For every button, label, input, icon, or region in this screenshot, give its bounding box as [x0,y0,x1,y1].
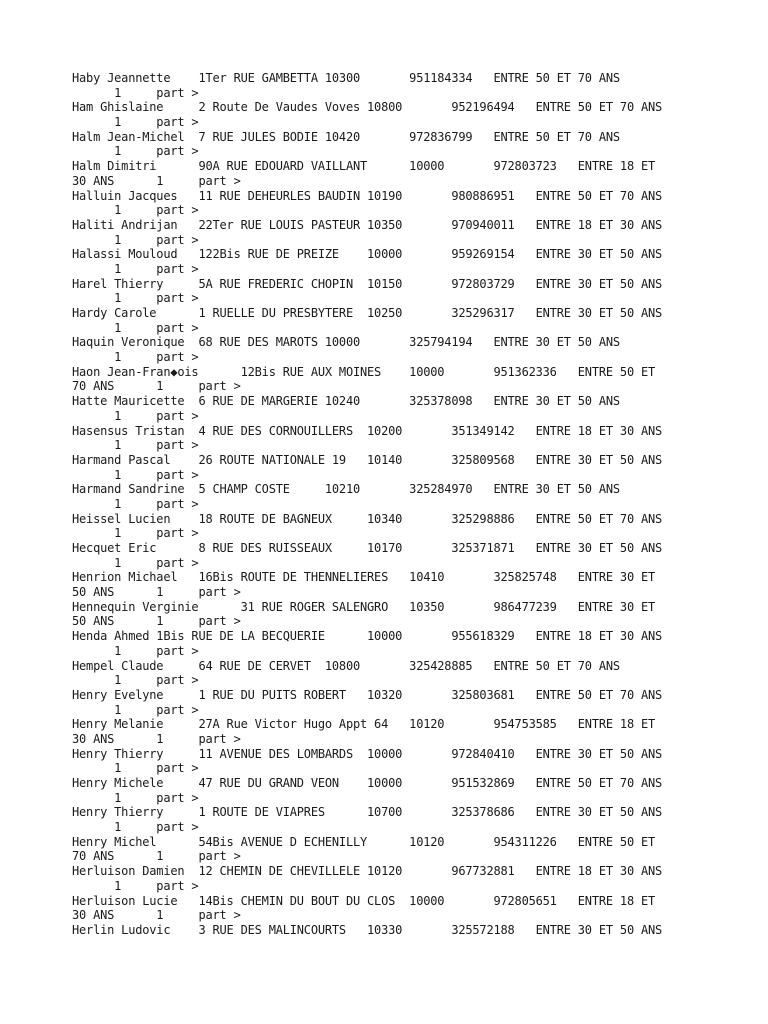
record-line: Henry Michel 54Bis AVENUE D ECHENILLY 10120 954311226 ENTRE 50 ET [72,834,656,849]
record-line: 1 part > [72,438,199,453]
record-line: 1 part > [72,702,199,717]
record-line: 1 part > [72,291,199,306]
record-line: Hasensus Tristan 4 RUE DES CORNOUILLERS 10200 351349142 ENTRE 18 ET 30 ANS [72,423,663,438]
record-line: Hennequin Verginie 31 RUE ROGER SALENGRO 10350 986477239 ENTRE 30 ET [72,599,656,614]
record-line: Hardy Carole 1 RUELLE DU PRESBYTERE 10250 325296317 ENTRE 30 ET 50 ANS [72,306,663,320]
record-line: 1 part > [72,408,199,423]
record-line: Hecquet Eric 8 RUE DES RUISSEAUX 10170 325371871 ENTRE 30 ET 50 ANS [72,541,663,555]
record-line: Hempel Claude 64 RUE DE CERVET 10800 325428885 ENTRE 50 ET 70 ANS [72,658,620,673]
record-line: 1 part > [72,203,199,218]
record-line: 1 part > [72,496,199,511]
record-line: 1 part > [72,673,199,688]
record-line: 1 part > [72,643,199,658]
record-line: 1 part > [72,115,199,130]
record-line: 50 ANS 1 part > [72,614,241,629]
record-line: 1 part > [72,790,199,805]
record-line: Henry Evelyne 1 RUE DU PUITS ROBERT 10320 325803681 ENTRE 50 ET 70 ANS [72,687,663,702]
record-line: 1 part > [72,232,199,247]
record-line: 70 ANS 1 part > [72,849,241,864]
record-line: 30 ANS 1 part > [72,173,241,188]
record-line: 50 ANS 1 part > [72,585,241,600]
record-line: Haquin Veronique 68 RUE DES MAROTS 10000 325794194 ENTRE 30 ET 50 ANS [72,335,620,350]
record-line: Heissel Lucien 18 ROUTE DE BAGNEUX 10340 325298886 ENTRE 50 ET 70 ANS [72,511,663,526]
record-line: 1 part > [72,320,199,335]
record-line: Halassi Mouloud 122Bis RUE DE PREIZE 10000 959269154 ENTRE 30 ET 50 ANS [72,247,663,262]
record-line: 30 ANS 1 part > [72,731,241,746]
record-line: Harel Thierry 5A RUE FREDERIC CHOPIN 10150 972803729 ENTRE 30 ET 50 ANS [72,276,663,291]
record-line: Halm Dimitri 90A RUE EDOUARD VAILLANT 10000 972803723 ENTRE 18 ET [72,159,656,174]
record-line: Herluison Damien 12 CHEMIN DE CHEVILLELE 10120 967732881 ENTRE 18 ET 30 ANS [72,864,663,879]
record-line: 1 part > [72,261,199,276]
record-line: Herlin Ludovic 3 RUE DES MALINCOURTS 10330 325572188 ENTRE 30 ET 50 ANS [72,922,663,937]
record-line: Haon Jean-Fran◆ois 12Bis RUE AUX MOINES 10000 951362336 ENTRE 50 ET [72,364,656,379]
record-line: Henrion Michael 16Bis ROUTE DE THENNELIERES 10410 325825748 ENTRE 30 ET [72,570,656,585]
record-line: Harmand Pascal 26 ROUTE NATIONALE 19 10140 325809568 ENTRE 30 ET 50 ANS [72,452,663,467]
record-line: Henry Thierry 11 AVENUE DES LOMBARDS 10000 972840410 ENTRE 30 ET 50 ANS [72,746,663,761]
record-line: Harmand Sandrine 5 CHAMP COSTE 10210 325284970 ENTRE 30 ET 50 ANS [72,482,620,497]
record-line: Henda Ahmed 1Bis RUE DE LA BECQUERIE 10000 955618329 ENTRE 18 ET 30 ANS [72,629,663,644]
record-line: Henry Michele 47 RUE DU GRAND VEON 10000 951532869 ENTRE 50 ET 70 ANS [72,776,663,790]
record-list [72,71,752,938]
record-line: 1 part > [72,820,199,835]
record-line: 70 ANS 1 part > [72,379,241,394]
record-line: Henry Melanie 27A Rue Victor Hugo Appt 64 10120 954753585 ENTRE 18 ET [72,717,656,732]
record-line: Haliti Andrijan 22Ter RUE LOUIS PASTEUR 10350 970940011 ENTRE 18 ET 30 ANS [72,217,663,232]
record-line: 30 ANS 1 part > [72,908,241,923]
record-line: 1 part > [72,761,199,776]
record-line: Halm Jean-Michel 7 RUE JULES BODIE 10420 972836799 ENTRE 50 ET 70 ANS [72,129,620,144]
record-line: 1 part > [72,526,199,541]
record-line: 1 part > [72,555,199,570]
record-line: 1 part > [72,350,199,365]
record-line: Haby Jeannette 1Ter RUE GAMBETTA 10300 951184334 ENTRE 50 ET 70 ANS [72,71,620,85]
record-line: Henry Thierry 1 ROUTE DE VIAPRES 10700 325378686 ENTRE 30 ET 50 ANS [72,805,663,820]
record-line: Ham Ghislaine 2 Route De Vaudes Voves 10800 952196494 ENTRE 50 ET 70 ANS [72,100,663,115]
record-line: 1 part > [72,878,199,893]
record-line: Halluin Jacques 11 RUE DEHEURLES BAUDIN 10190 980886951 ENTRE 50 ET 70 ANS [72,188,663,203]
record-line: Herluison Lucie 14Bis CHEMIN DU BOUT DU CLOS 10000 972805651 ENTRE 18 ET [72,893,656,908]
record-line: 1 part > [72,144,199,159]
record-line: Hatte Mauricette 6 RUE DE MARGERIE 10240 325378098 ENTRE 30 ET 50 ANS [72,394,620,409]
document-page [72,71,752,938]
record-line: 1 part > [72,467,199,482]
record-line: 1 part > [72,85,199,100]
